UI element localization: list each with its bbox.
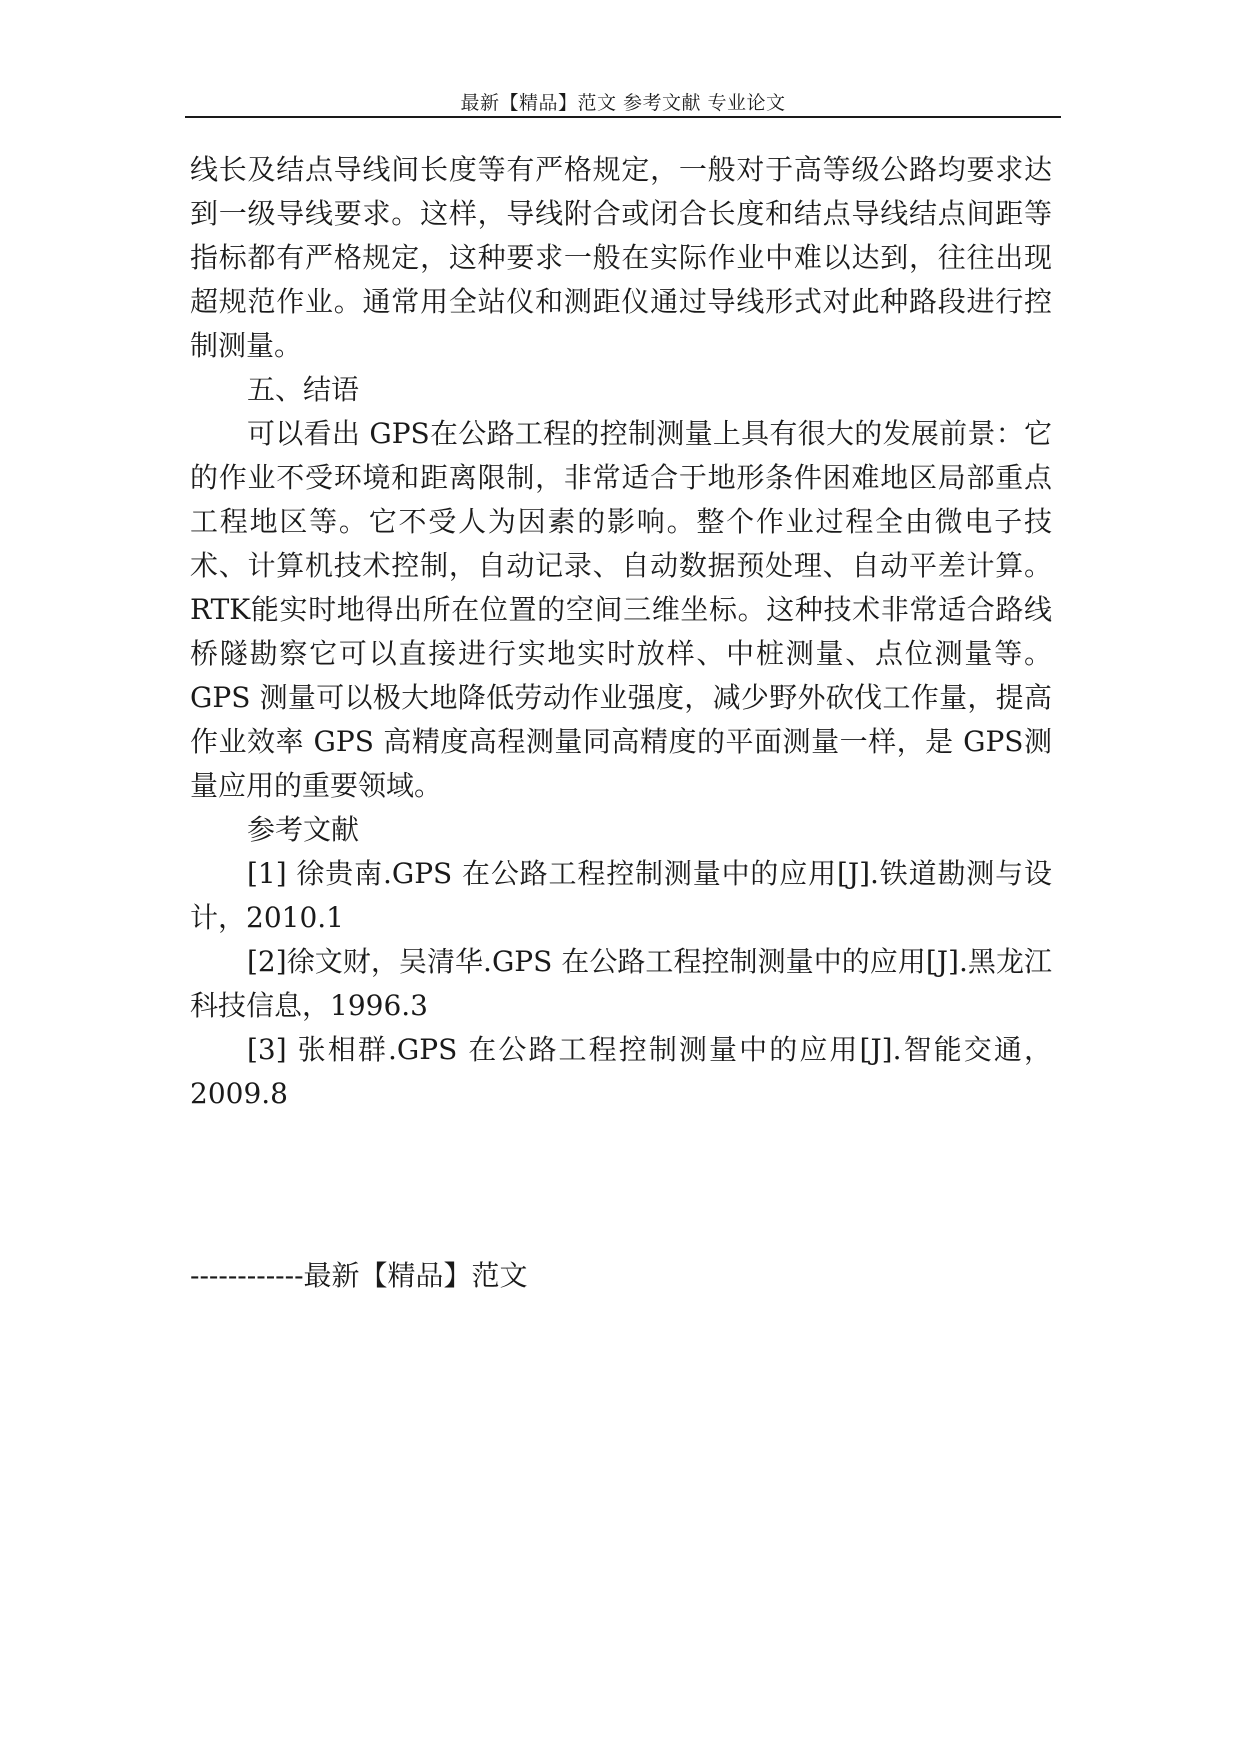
page-header: 最新【精品】范文 参考文献 专业论文: [460, 92, 786, 114]
reference-item-3: [3] 张相群.GPS 在公路工程控制测量中的应用[J].智能交通，2009.8: [190, 1033, 1052, 1110]
reference-item-1: [1] 徐贵南.GPS 在公路工程控制测量中的应用[J].铁道勘测与设计，2010.1: [190, 857, 1052, 934]
document-body: [190, 148, 1052, 1116]
paragraph-continuation: 线长及结点导线间长度等有严格规定，一般对于高等级公路均要求达到一级导线要求。这样，导线附合或闭合长度和结点导线结点间距等指标都有严格规定，这种要求一般在实际作业中难以达到，往往出现超规范作业。通常用全站仪和测距仪通过导线形式对此种路段进行控制测量。: [190, 153, 1052, 362]
header-divider: [185, 116, 1061, 118]
references-heading: 参考文献: [247, 813, 360, 846]
page-footer: ------------最新【精品】范文: [190, 1259, 528, 1292]
reference-item-2: [2]徐文财，吴清华.GPS 在公路工程控制测量中的应用[J].黑龙江科技信息，1996.3: [190, 945, 1052, 1022]
section-heading-conclusion: 五、结语: [247, 373, 360, 406]
paragraph-conclusion: 可以看出 GPS在公路工程的控制测量上具有很大的发展前景：它的作业不受环境和距离限制，非常适合于地形条件困难地区局部重点工程地区等。它不受人为因素的影响。整个作业过程全由微电子技术、计算机技术控制，自动记录、自动数据预处理、自动平差计算。RTK能实时地得出所在位置的空间三维坐标。这种技术非常适合路线桥隧勘察它可以直接进行实地实时放样、中桩测量、点位测量等。GPS 测量可以极大地降低劳动作业强度，减少野外砍伐工作量，提高作业效率 GPS 高精度高程测量同高精度的平面测量一样，是 GPS测量应用的重要领域。: [190, 417, 1052, 802]
